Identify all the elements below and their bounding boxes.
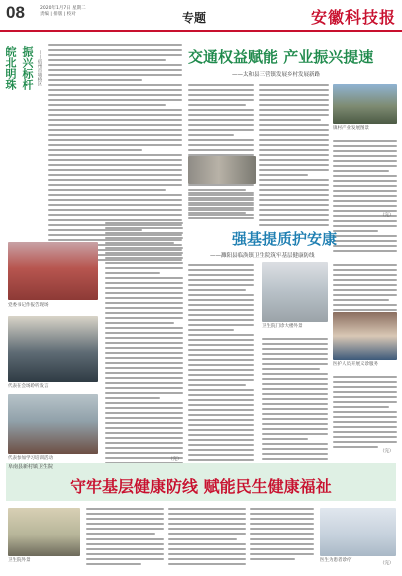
second-story-photo-2-caption: 医护人员开展义诊服务 bbox=[333, 362, 378, 367]
second-story-title: 强基提质护安康 bbox=[232, 230, 338, 248]
page-number: 08 bbox=[6, 3, 25, 22]
left-story-title-1: 皖北明珠 bbox=[4, 46, 17, 90]
left-story-body-2 bbox=[105, 222, 183, 482]
main-story-closing: （完） bbox=[380, 213, 394, 218]
header-meta bbox=[40, 6, 86, 18]
newspaper-logo: 安徽科技报 bbox=[310, 8, 396, 27]
bottom-story-body-1 bbox=[86, 508, 164, 568]
header-date: 2020年1月7日 星期二 bbox=[40, 6, 86, 11]
second-story-photo-2 bbox=[333, 312, 397, 360]
bottom-story-body-2 bbox=[168, 508, 246, 568]
main-story-photo bbox=[188, 156, 256, 184]
page-header bbox=[0, 0, 402, 32]
second-story-body-1 bbox=[188, 264, 254, 474]
second-story-photo-1 bbox=[262, 262, 328, 322]
bottom-story-photo-2 bbox=[320, 508, 396, 556]
left-story-photo-1 bbox=[8, 242, 98, 300]
left-story-subtitle: ——宿州市埇桥区 bbox=[37, 50, 42, 86]
second-story-body-4 bbox=[333, 376, 397, 451]
second-story-closing: （完） bbox=[380, 449, 394, 454]
second-story-body-2 bbox=[262, 338, 328, 473]
left-story-photo-2 bbox=[8, 316, 98, 382]
left-story-photo-2-caption: 代表在会场聆听发言 bbox=[8, 384, 49, 389]
bottom-story-photo-1 bbox=[8, 508, 80, 556]
section-name: 专题 bbox=[182, 11, 207, 25]
main-story-body-4 bbox=[333, 140, 397, 255]
bottom-story-body-3 bbox=[250, 508, 314, 563]
left-story-title-2: 振兴标杆 bbox=[21, 46, 34, 90]
left-story-photo-3 bbox=[8, 394, 98, 454]
main-story-body-2 bbox=[188, 192, 254, 222]
main-story-body-3 bbox=[259, 84, 329, 229]
header-editors: 责编 | 排版 | 校对 bbox=[40, 12, 76, 17]
main-story-title: 交通权益赋能 产业振兴提速 bbox=[188, 48, 374, 66]
bottom-story-closing: （完） bbox=[380, 561, 394, 566]
left-story-photo-1-caption: 党委书记作报告现场 bbox=[8, 303, 49, 308]
main-story-subtitle: ——太和县三营镇发展乡村发展新路 bbox=[232, 72, 321, 78]
bottom-story-photo-2-caption: 医生为患者诊疗 bbox=[320, 558, 352, 563]
bottom-story-label: 阜南县新村镇卫生院 bbox=[8, 464, 54, 470]
left-story-closing: （完） bbox=[168, 457, 182, 462]
bottom-story-photo-1-caption: 卫生院外景 bbox=[8, 558, 31, 563]
main-story-photo-right bbox=[333, 84, 397, 124]
second-story-subtitle: ——濉阳县临涣镇卫生院筑牢基层健康防线 bbox=[210, 253, 315, 259]
main-story-photo-caption: 镇村产业发展图景 bbox=[333, 126, 369, 131]
bottom-story-title: 守牢基层健康防线 赋能民生健康福祉 bbox=[70, 477, 332, 496]
second-story-photo-1-caption: 卫生院门诊大楼外景 bbox=[262, 324, 303, 329]
left-story-photo-3-caption: 代表参加学习培训活动 bbox=[8, 456, 53, 461]
